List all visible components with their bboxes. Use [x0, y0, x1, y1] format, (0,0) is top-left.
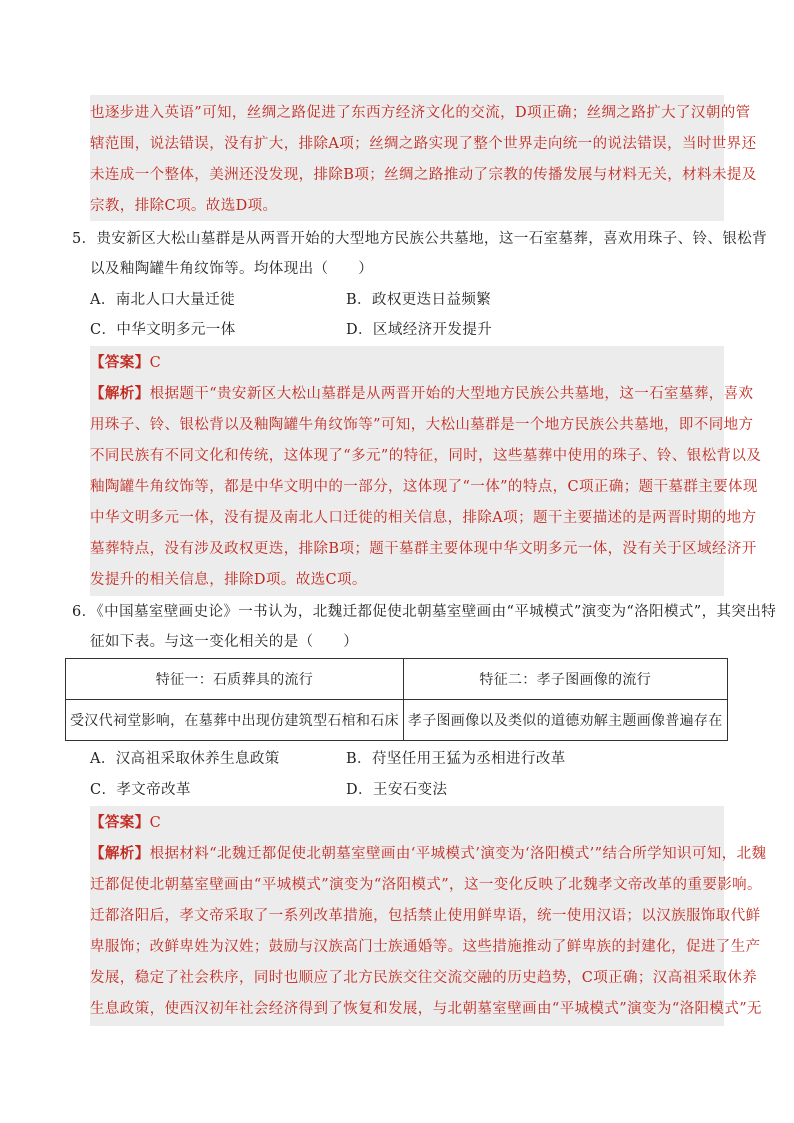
analysis-line: 也逐步进入英语”可知，丝绸之路促进了东西方经济文化的交流，D项正确；丝绸之路扩大了汉朝的管 [90, 105, 751, 121]
question-6-analysis-line: 迁都促使北朝墓室壁画由“平城模式”演变为“洛阳模式”，这一变化反映了北魏孝文帝改革的重要影响。 [90, 877, 762, 893]
question-6-option-c: C．孝文帝改革 [90, 782, 191, 798]
question-5-answer [90, 348, 161, 378]
answer-value: C [149, 815, 162, 831]
table-cell: 受汉代祠堂影响，在墓葬中出现仿建筑型石棺和石床 [66, 700, 404, 741]
table-header-row [66, 659, 728, 700]
table-header-cell: 特征一：石质葬具的流行 [66, 659, 404, 700]
question-6-analysis-line [90, 839, 766, 869]
question-5-analysis-line: 发提升的相关信息，排除D项。故选C项。 [90, 572, 367, 588]
answer-label: 【答案】 [90, 814, 150, 831]
question-6-analysis-line: 卑服饰；改鲜卑姓为汉姓；鼓励与汉族高门士族通婚等。这些措施推动了鲜卑族的封建化，促进了生产 [90, 939, 761, 955]
question-5-option-c: C．中华文明多元一体 [90, 322, 236, 338]
table-row [66, 700, 728, 741]
question-5-analysis-line: 不同民族有不同文化和传统，这体现了“多元”的特征，同时，这些墓葬中使用的珠子、铃、银松背以及 [90, 448, 762, 464]
question-6-analysis-line: 迁都洛阳后，孝文帝采取了一系列改革措施，包括禁止使用鲜卑语，统一使用汉语；以汉族服饰取代鲜 [90, 908, 761, 924]
question-6-answer [90, 808, 161, 838]
question-6-stem-line1: 6．《中国墓室壁画史论》一书认为，北魏迁都促使北朝墓室壁画由“平城模式”演变为“洛阳模式”，其突出特 [72, 604, 777, 620]
question-5-analysis-line: 釉陶罐牛角纹饰等，都是中华文明中的一部分，这体现了“一体”的特点，C项正确；题干墓群主要体现 [90, 479, 758, 495]
table-cell: 孝子图画像以及类似的道德劝解主题画像普遍存在 [403, 700, 727, 741]
question-5-option-a: A．南北人口大量迁徙 [90, 292, 235, 308]
question-5-analysis-line [90, 379, 753, 409]
question-5-option-d: D．区域经济开发提升 [346, 322, 493, 338]
question-5-option-b: B．政权更迭日益频繁 [346, 292, 492, 308]
question-5-answer-block [90, 346, 762, 596]
question-5-stem-line2: 以及釉陶罐牛角纹饰等。均体现出（ ） [90, 261, 374, 277]
question-6-stem-line2: 征如下表。与这一变化相关的是（ ） [90, 634, 359, 650]
question-6-analysis-line: 发展，稳定了社会秩序，同时也顺应了北方民族交往交流交融的历史趋势，C项正确；汉高祖采取休养 [90, 970, 758, 986]
question-5-analysis-line: 用珠子、铃、银松背以及釉陶罐牛角纹饰等”可知，大松山墓群是一个地方民族公共墓地，即不同地方 [90, 417, 754, 433]
question-6-option-b: B．苻坚任用王猛为丞相进行改革 [346, 751, 566, 767]
question-6-option-a: A．汉高祖采取休养生息政策 [90, 751, 280, 767]
analysis-line: 宗教，排除C项。故选D项。 [90, 198, 278, 214]
question-6-analysis-line: 生息政策，使西汉初年社会经济得到了恢复和发展，与北朝墓室壁画由“平城模式”演变为“洛阳模式”无 [90, 1001, 762, 1017]
analysis-label: 【解析】 [90, 845, 150, 862]
question-6-option-d: D．王安石变法 [346, 782, 448, 798]
question-5-analysis-line: 中华文明多元一体，没有提及南北人口迁徙的相关信息，排除A项；题干主要描述的是两晋时期的地方 [90, 510, 757, 526]
question-6-answer-block [90, 806, 767, 1026]
question-5-stem-line1: 5．贵安新区大松山墓群是从两晋开始的大型地方民族公共墓地，这一石室墓葬，喜欢用珠子、铃、银松背 [72, 231, 768, 247]
features-table [65, 658, 728, 741]
question-5-analysis-line: 墓葬特点，没有涉及政权更迭，排除B项；题干墓群主要体现中华文明多元一体，没有关于区域经济开 [90, 541, 757, 557]
answer-value: C [149, 355, 162, 371]
table-header-cell: 特征二：孝子图画像的流行 [403, 659, 727, 700]
answer-label: 【答案】 [90, 354, 150, 371]
analysis-label: 【解析】 [90, 385, 150, 402]
analysis-text: 根据材料“北魏迁都促使北朝墓室壁画由‘平城模式’演变为‘洛阳模式’”结合所学知识可知，北魏 [149, 846, 767, 862]
analysis-text: 根据题干“贵安新区大松山墓群是从两晋开始的大型地方民族公共墓地，这一石室墓葬，喜欢 [149, 386, 754, 402]
previous-analysis-block [90, 95, 757, 221]
analysis-line: 未连成一个整体，美洲还没发现，排除B项；丝绸之路推动了宗教的传播发展与材料无关，材料未提及 [90, 167, 757, 183]
analysis-line: 辖范围，说法错误，没有扩大，排除A项；丝绸之路实现了整个世界走向统一的说法错误，当时世界还 [90, 136, 757, 152]
